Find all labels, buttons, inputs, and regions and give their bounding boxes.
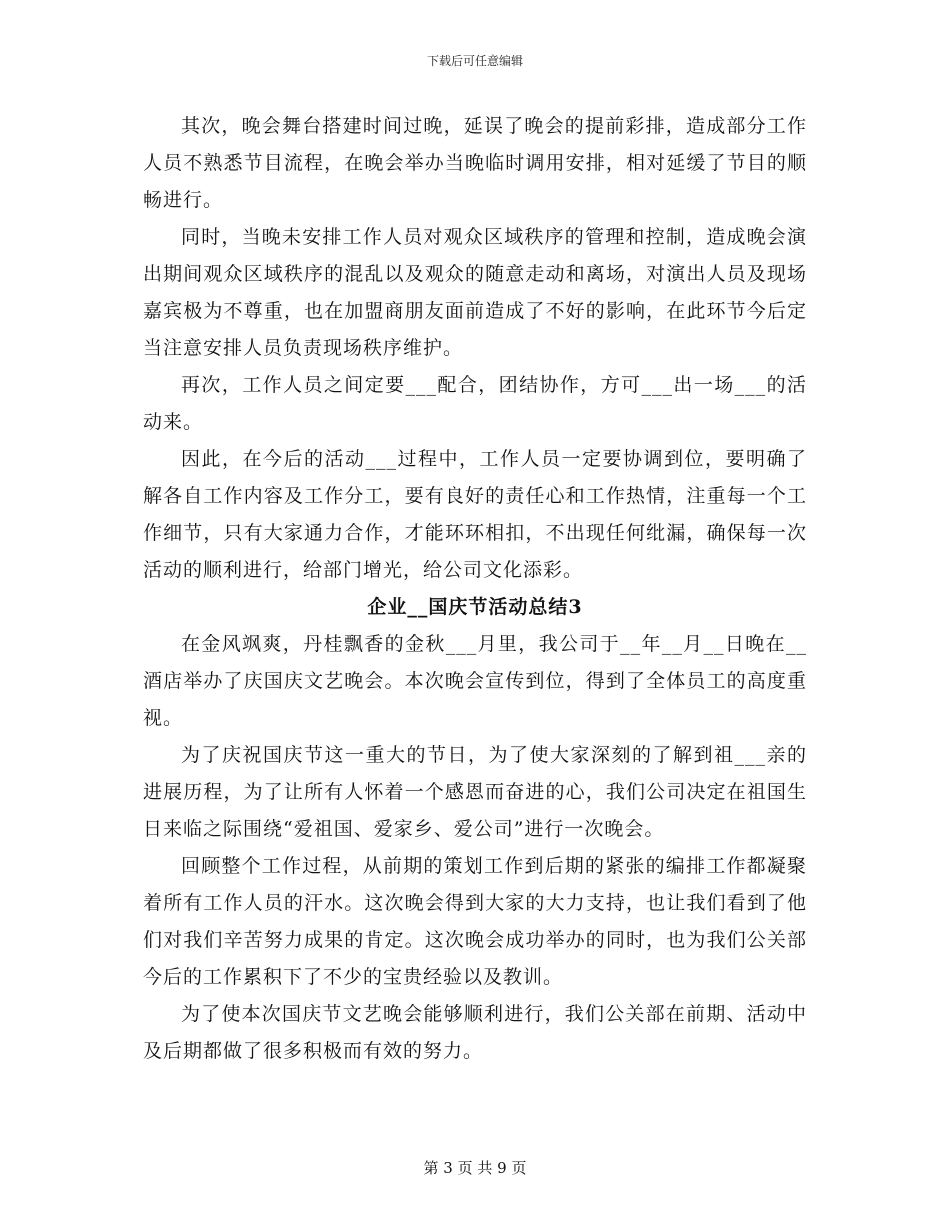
paragraph: 因此，在今后的活动___过程中，工作人员一定要协调到位，要明确了解各自工作内容及工作分工，要有良好的责任心和工作热情，注重每一个工作细节，只有大家通力合作，才能环环相扣，不出现任何纰漏，确保每一次活动的顺利进行，给部门增光，给公司文化添彩。 — [143, 448, 807, 581]
paragraph: 在金风飒爽，丹桂飘香的金秋___月里，我公司于__年__月__日晚在__酒店举办了庆国庆文艺晚会。本次晚会宣传到位，得到了全体员工的高度重视。 — [143, 633, 807, 729]
paragraph: 再次，工作人员之间定要___配合，团结协作，方可___出一场___的活动来。 — [143, 374, 807, 433]
page-header: 下载后可任意编辑 — [426, 54, 523, 68]
section-title: 企业__国庆节活动总结3 — [367, 596, 583, 618]
page-footer: 第 3 页 共 9 页 — [423, 1159, 527, 1177]
paragraph: 其次，晚会舞台搭建时间过晚，延误了晚会的提前彩排，造成部分工作人员不熟悉节目流程，在晚会举办当晚临时调用安排，相对延缓了节目的顺畅进行。 — [143, 115, 807, 211]
paragraph: 回顾整个工作过程，从前期的策划工作到后期的紧张的编排工作都凝聚着所有工作人员的汗水。这次晚会得到大家的大力支持，也让我们看到了他们对我们辛苦努力成果的肯定。这次晚会成功举办的同时，也为我们公关部今后的工作累积下了不少的宝贵经验以及教训。 — [143, 855, 807, 988]
paragraph: 同时，当晚未安排工作人员对观众区域秩序的管理和控制，造成晚会演出期间观众区域秩序的混乱以及观众的随意走动和离场，对演出人员及现场嘉宾极为不尊重，也在加盟商朋友面前造成了不好的影响，在此环节今后定当注意安排人员负责现场秩序维护。 — [143, 226, 807, 359]
paragraph: 为了庆祝国庆节这一重大的节日，为了使大家深刻的了解到祖___亲的进展历程，为了让所有人怀着一个感恩而奋进的心，我们公司决定在祖国生日来临之际围绕“爱祖国、爱家乡、爱公司”进行一次晚会。 — [143, 744, 807, 840]
paragraph: 为了使本次国庆节文艺晚会能够顺利进行，我们公关部在前期、活动中及后期都做了很多积极而有效的努力。 — [143, 1003, 807, 1062]
document-body — [143, 108, 807, 1070]
